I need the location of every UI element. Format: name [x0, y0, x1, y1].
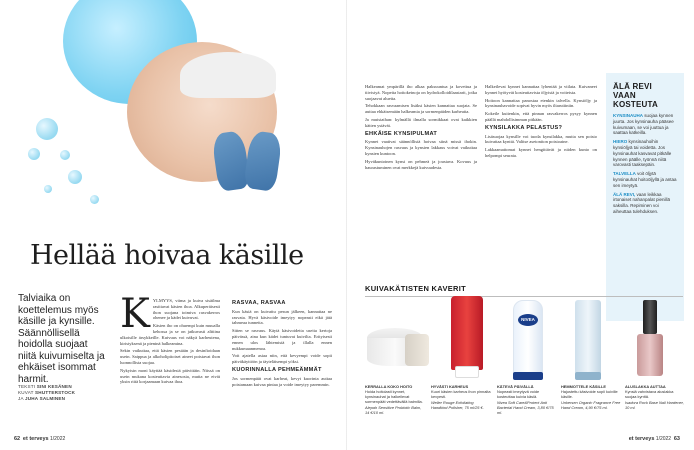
sidebar-keyword: TALVELLA: [613, 171, 636, 177]
product-info: Alepah Sensitive Probiotic Balm, 14 €/10 ml.: [365, 405, 422, 415]
paragraph: YLMYYS, viima ja kuiva sisäilma rasittavat käsien ihoa. Alkuperäisesti ihon suojana toimiva rasvakerros ohenee ja kädet kuivuvat.: [152, 298, 220, 321]
right-column-1: [365, 84, 477, 172]
polish-cap: [643, 300, 657, 334]
product-tube-image: [439, 300, 503, 380]
paragraph: Kun käsiä on kuivattu pesun jälkeen, kannattaa ne rasvata. Hyvä käsivoide imeytyy nopeasti eikä jätä tahmeaa tunnetta.: [232, 308, 332, 326]
product-desc: Hajustettu käsivoide sopii kuiville käsille.: [561, 389, 618, 399]
paragraph: Halkeamat ympärillä iho alkaa paksuuntua ja kovettua ja tiivistyä. Nopeita hoitokeinoja on hydrokolloidilaastarit, jotka suojaavat aluetta.: [365, 84, 477, 101]
page-title: Hellää hoivaa käsille: [30, 240, 304, 271]
magazine-name: et terveys: [22, 436, 49, 442]
product-name: HYVÄSTI KARHEUS: [431, 384, 469, 389]
sidebar-text: voit öljytä kynsinauhat hoitoöljyllä ja antaa sen imeytyä.: [613, 171, 677, 188]
divider: [365, 296, 683, 297]
sidebar-keyword: HIERO: [613, 139, 628, 145]
paragraph: Voit ajatella asiaa niin, että kevyempi voide sopii päiväkäyttöön ja täyteläisempi yöksi.: [232, 353, 332, 365]
magazine-name: et terveys: [628, 436, 655, 442]
page-number: 63: [673, 436, 680, 442]
credit-label: KUVAT: [18, 390, 34, 395]
product-desc: Kynsiä vahvistava aluslakka suojaa kynttä.: [625, 389, 674, 399]
sidebar-keyword: KYNSINAUHA: [613, 113, 644, 118]
product-name: KÄTEVÄ PÄIVÄLLÄ: [497, 384, 534, 389]
paragraph: Nykyisin moni käyttää käsidesiä päivittäin. Niissä on usein mukana kosteuttavia ainesosia, mutta ne eivät yksin riitä korjaamaan kuivaa ihoa.: [120, 367, 220, 385]
product-caption: [625, 384, 685, 410]
water-drop-icon: [28, 148, 40, 160]
sidebar-keyword: ÄLÄ REVI,: [613, 191, 636, 197]
paragraph: Tehokkaan rasvaamisen lisäksi käsien kannattaa suojata. Se auttaa ehkäisemään halkeamia ja sormenpäiden karheutta.: [365, 103, 477, 115]
product-desc: Nopeasti imeytyvä voide kosteuttaa kuivia käsiä.: [497, 389, 540, 399]
body-column-2: [232, 298, 332, 389]
hair-shape: [180, 52, 276, 98]
nivea-tube: [513, 300, 543, 374]
subheading: KUORINNALLA PEHMEÄMMÄT: [232, 366, 322, 373]
tips-sidebar: [606, 73, 684, 321]
product-name: ALUSLAKKA AUTTAA: [625, 384, 666, 389]
polish-bottle: [637, 334, 663, 376]
credit-name: SINI KESÄNEN: [36, 384, 72, 389]
right-column-2: [485, 84, 597, 161]
product-desc: Kuori käsien karheus ihon pinnalta kevyesti.: [431, 389, 491, 399]
product-caption: [497, 384, 557, 415]
paragraph: Hyväkuntoinen kynsi on pehmeä ja joustava. Kovuus ja haurastuminen ovat merkkejä kuivuudesta.: [365, 158, 477, 170]
product-polish-image: [619, 300, 683, 380]
water-drop-icon: [68, 170, 82, 184]
nivea-logo-icon: NIVEA: [518, 314, 538, 326]
product-info: Nivea Soft Care&Protect Anti Bacterial Hand Cream, 3,80 €/75 ml.: [497, 400, 554, 415]
product-caption: [431, 384, 491, 410]
subheading: KYNSILAKKA PELASTUS?: [485, 124, 563, 131]
product-caption: [365, 384, 425, 415]
water-drop-icon: [90, 195, 99, 204]
nivea-cap: [513, 372, 543, 380]
issue-number: 1/2022: [49, 436, 66, 442]
subheading: RASVAA, RASVAA: [232, 300, 286, 306]
tube-cap: [455, 366, 479, 378]
drop-cap: K: [120, 291, 150, 337]
body-column-1: [120, 291, 220, 387]
product-cream-image: [559, 300, 623, 380]
product-jar-image: [363, 300, 427, 380]
products-heading: KUIVAKÄTISTEN KAVERIT: [365, 284, 467, 293]
product-name: KERRALLA KOKO HOITO: [365, 384, 413, 389]
product-caption: [561, 384, 621, 410]
credit-label: TEKSTI: [18, 384, 36, 389]
product-info: Isadora Rock Base Nail Hardener, 10 ml.: [625, 400, 684, 410]
product-info: Weller Rouge Exfoliating Handkind Polisher, 75 ml/25 €.: [431, 400, 484, 410]
paragraph: Kokeile kuitenkin, että pinnan rasvakerros pysyy kynnen päällä mahdollisimman pitkään.: [485, 111, 597, 122]
paragraph: Sekin vaikuttaa, että käsien pestään ja desinfioidaan usein. Saippua ja alkoholipitoiset aineet poistavat ihon luonnollista suojaa.: [120, 348, 220, 365]
product-desc: Hoida hoitolasti kynnet, kynsinauhat ja halkeilevat sormenpäät vedettävällä balmilla.: [365, 389, 423, 404]
sidebar-title: ÄLÄ REVI VAAN KOSTEUTA: [613, 82, 659, 109]
cream-tube: [575, 300, 601, 374]
paragraph: Ja muistathan: kylmällä ilmalla sormikkaat ovat kaikkien kätten ystävät.: [365, 116, 477, 128]
sidebar-text: suojaa kynnen juurta. Jos kynsinauha pääsee kuivumaan, se voi juuttua ja saattaa katkeilla.: [613, 113, 674, 136]
paragraph: Kynnet vaativat säännöllistä hoivaa siinä missä ihokin. Kynsinauhojen rasvaus ja kynsien lakkaus voivat vaikuttaa kynsien kuntoon.: [365, 139, 477, 156]
credit-label: JA: [18, 396, 24, 401]
sidebar-text: vaan leikkaa irtonaiset nahanpalat pienillä saksilla. Repiminen voi aiheuttaa tulehduksen.: [613, 191, 671, 214]
product-name: HEMMOTTELE KÄSILLE: [561, 384, 606, 389]
paragraph: Lakkaamattomat kynnet hengittävät ja niiden kunto on helpompi seurata.: [485, 147, 597, 158]
water-drop-icon: [36, 118, 58, 140]
paragraph: Halkeilevat kynnet kannattaa lyhentää ja viilata. Kuivaneet kynnet hyötyvät kosteuttavista öljyistä ja voiteista.: [485, 84, 597, 95]
jar-small: [405, 334, 429, 366]
page-number: 62: [14, 436, 21, 442]
water-drop-icon: [60, 150, 70, 160]
sidebar-text: kynsinauhoihin kynsiöljyä tai voidetta. Jos kynsinauhat kasvavat pitkälle kynnen päälle, työnnä niitä varovasti taaksepäin.: [613, 139, 672, 168]
footer-right: [629, 436, 680, 442]
paragraph: Hoitoon kannattaa panostaa etenkin talvella. Kynsiöljy ja kynsinauhavoide sopivat hyvin myös iltarutiiniin.: [485, 97, 597, 109]
product-info: Unkersen Organic Fragrance Free Hand Cream, 4,90 €/75 ml.: [561, 400, 621, 410]
cream-cap: [575, 372, 601, 380]
paragraph: Sitten se rasvaus. Käytä käsivoidetta useita kertoja päivässä, aina kun kädet tuntuvat kuivilta. Erityisesti ennen ulos lähtemistä ja illalla ennen nukkumaanmenoa.: [232, 328, 332, 351]
paragraph: Jos sormenpäät ovat karheat, kevyt kuorinta auttaa poistamaan kuivaa pintaa ja voide imeytyy paremmin.: [232, 375, 332, 387]
intro-text: Talviaika on koettelemus myös käsille ja kynsille. Säännöllisellä hoidolla suojaat niitä kuivumiselta ja ehkäiset isommat harmit.: [18, 293, 105, 385]
paragraph: Käsien iho on ohuempi kuin muualla kehossa ja se on jatkuvasti alttiina ulkoisille ärsykkeille. Kuivuus voi näkyä karheutena, kiristyksenä ja pieninä halkeamina.: [120, 323, 220, 346]
product-nivea-image: [499, 300, 563, 380]
tube-body: [451, 296, 483, 370]
paragraph: Lisäsuojaa kynsille voi tuoda kynsilakka, mutta sen poisto kuivattaa kynttä. Valitse asetoniton poistoaine.: [485, 133, 597, 145]
hero-photo: [0, 0, 280, 220]
credits: [18, 384, 108, 402]
right-page: [347, 0, 694, 450]
subheading: EHKÄISE KYNSIPULMAT: [365, 130, 438, 137]
water-drop-icon: [44, 185, 52, 193]
credit-name: SHUTTERSTOCK: [35, 390, 76, 395]
footer-left: [14, 436, 65, 442]
issue-number: 1/2022: [655, 436, 672, 442]
credit-name: JUHA SALMINEN: [25, 396, 66, 401]
